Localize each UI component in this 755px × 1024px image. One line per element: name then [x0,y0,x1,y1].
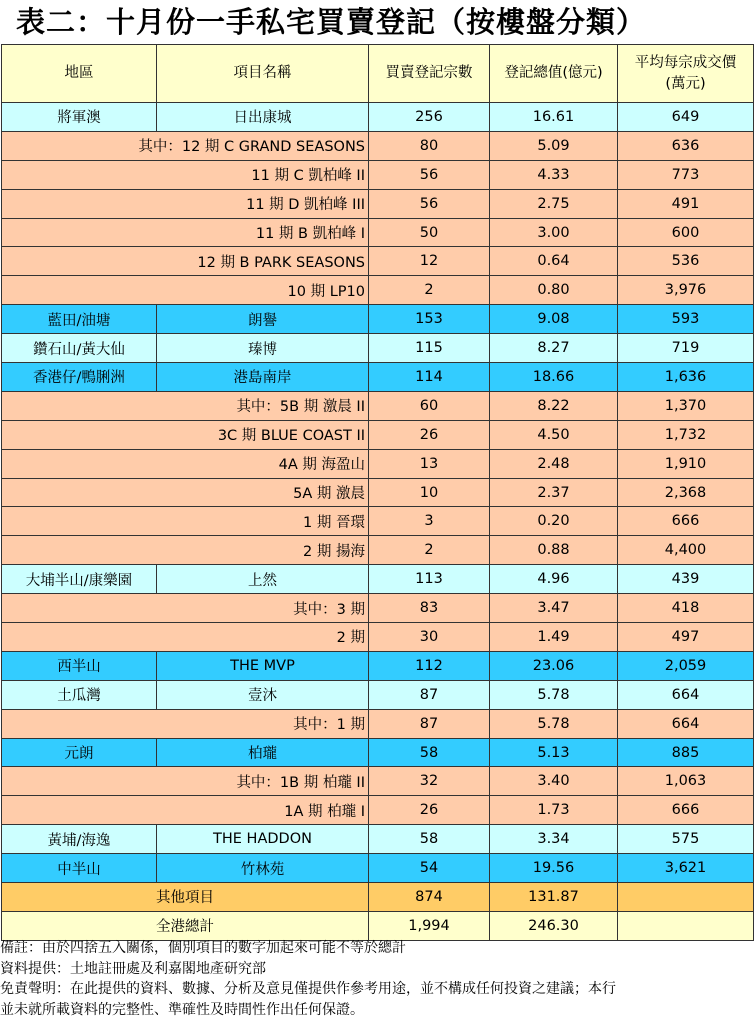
project-cell: 12 期 B PARK SEASONS [2,247,369,276]
value-cell: 23.06 [490,651,618,680]
district-cell: 元朗 [2,738,157,767]
table-row [2,160,754,189]
header-value: 登記總值(億元) [490,45,618,103]
count-cell: 3 [369,507,490,536]
table-row [2,449,754,478]
header-project: 項目名稱 [157,45,369,103]
project-cell: 壹沐 [157,680,369,709]
project-cell: 1 期 晉環 [2,507,369,536]
table-body [2,103,754,883]
avg-cell: 773 [618,160,754,189]
value-cell: 8.27 [490,334,618,363]
table-row [2,507,754,536]
value-cell: 5.78 [490,709,618,738]
value-cell: 2.75 [490,189,618,218]
avg-cell: 418 [618,594,754,623]
count-cell: 112 [369,651,490,680]
value-cell: 0.20 [490,507,618,536]
count-cell: 10 [369,478,490,507]
count-cell: 2 [369,536,490,565]
avg-cell: 491 [618,189,754,218]
count-cell: 13 [369,449,490,478]
table-row [2,391,754,420]
count-cell: 153 [369,305,490,334]
header-district: 地區 [2,45,157,103]
value-cell: 0.88 [490,536,618,565]
count-cell: 26 [369,796,490,825]
avg-cell: 719 [618,334,754,363]
project-cell: 其中：1B 期 柏瓏 II [2,767,369,796]
avg-cell: 536 [618,247,754,276]
value-cell: 5.13 [490,738,618,767]
count-cell: 256 [369,103,490,132]
table-row [2,623,754,652]
project-cell: 竹林苑 [157,854,369,883]
table-row [2,305,754,334]
table-row [2,565,754,594]
value-cell: 2.48 [490,449,618,478]
count-cell: 83 [369,594,490,623]
page-title: 表二：十月份一手私宅買賣登記（按樓盤分類） [16,5,647,39]
header-count: 買賣登記宗數 [369,45,490,103]
value-cell: 3.40 [490,767,618,796]
total-value: 246.30 [490,911,618,940]
project-cell: 3C 期 BLUE COAST II [2,420,369,449]
project-cell: 日出康城 [157,103,369,132]
district-cell: 鑽石山/黃大仙 [2,334,157,363]
project-cell: 10 期 LP10 [2,276,369,305]
table-row [2,825,754,854]
sales-table [1,44,754,941]
value-cell: 3.00 [490,218,618,247]
project-cell: 其中：5B 期 激晨 II [2,391,369,420]
table-row [2,363,754,392]
project-cell: THE MVP [157,651,369,680]
avg-cell: 2,368 [618,478,754,507]
project-cell: 2 期 揚海 [2,536,369,565]
district-cell: 大埔半山/康樂園 [2,565,157,594]
table-row [2,276,754,305]
value-cell: 5.78 [490,680,618,709]
table-row [2,478,754,507]
count-cell: 50 [369,218,490,247]
table-row [2,767,754,796]
count-cell: 60 [369,391,490,420]
project-cell: 其中：3 期 [2,594,369,623]
project-cell: 上然 [157,565,369,594]
value-cell: 18.66 [490,363,618,392]
district-cell: 黃埔/海逸 [2,825,157,854]
table-row [2,131,754,160]
project-cell: 5A 期 激晨 [2,478,369,507]
count-cell: 87 [369,709,490,738]
table-row [2,103,754,132]
value-cell: 3.47 [490,594,618,623]
value-cell: 2.37 [490,478,618,507]
project-cell: 2 期 [2,623,369,652]
count-cell: 26 [369,420,490,449]
avg-cell: 593 [618,305,754,334]
avg-cell: 666 [618,507,754,536]
avg-cell: 666 [618,796,754,825]
value-cell: 16.61 [490,103,618,132]
header-avg-line2: (萬元) [665,75,706,92]
note-source: 資料提供：土地註冊處及利嘉閣地產研究部 [0,960,266,977]
table-row [2,651,754,680]
total-row [2,911,754,940]
avg-cell: 1,063 [618,767,754,796]
avg-cell: 885 [618,738,754,767]
table-row [2,536,754,565]
value-cell: 4.50 [490,420,618,449]
avg-cell: 4,400 [618,536,754,565]
count-cell: 58 [369,825,490,854]
project-cell: 4A 期 海盈山 [2,449,369,478]
project-cell: 11 期 B 凱柏峰 I [2,218,369,247]
other-value: 131.87 [490,883,618,912]
avg-cell: 649 [618,103,754,132]
value-cell: 3.34 [490,825,618,854]
value-cell: 19.56 [490,854,618,883]
value-cell: 5.09 [490,131,618,160]
note-disclaimer: 免責聲明：在此提供的資料、數據、分析及意見僅提供作參考用途，並不構成任何投資之建議；本行 [0,981,616,997]
count-cell: 87 [369,680,490,709]
value-cell: 1.73 [490,796,618,825]
project-cell: 11 期 D 凱柏峰 III [2,189,369,218]
table-row [2,420,754,449]
note-disclaimer-cont: 並未就所載資料的完整性、準確性及時間性作出任何保證。 [0,1001,364,1018]
value-cell: 8.22 [490,391,618,420]
count-cell: 2 [369,276,490,305]
value-cell: 0.64 [490,247,618,276]
avg-cell: 575 [618,825,754,854]
header-row [2,45,754,103]
avg-cell: 664 [618,709,754,738]
other-avg-empty [618,883,754,912]
avg-cell: 1,910 [618,449,754,478]
table-row [2,796,754,825]
district-cell: 中半山 [2,854,157,883]
other-count: 874 [369,883,490,912]
project-cell: 其中：12 期 C GRAND SEASONS [2,131,369,160]
project-cell: 港島南岸 [157,363,369,392]
value-cell: 9.08 [490,305,618,334]
table-row [2,854,754,883]
table-row [2,247,754,276]
count-cell: 115 [369,334,490,363]
value-cell: 4.96 [490,565,618,594]
table-row [2,594,754,623]
avg-cell: 2,059 [618,651,754,680]
project-cell: 11 期 C 凱柏峰 II [2,160,369,189]
district-cell: 藍田/油塘 [2,305,157,334]
total-label: 全港總計 [2,911,369,940]
header-avg [618,45,754,103]
district-cell: 西半山 [2,651,157,680]
project-cell: THE HADDON [157,825,369,854]
avg-cell: 1,636 [618,363,754,392]
district-cell: 香港仔/鴨脷洲 [2,363,157,392]
other-label: 其他項目 [2,883,369,912]
footnotes [0,938,755,1020]
project-cell: 1A 期 柏瓏 I [2,796,369,825]
avg-cell: 3,976 [618,276,754,305]
avg-cell: 664 [618,680,754,709]
count-cell: 114 [369,363,490,392]
count-cell: 58 [369,738,490,767]
count-cell: 32 [369,767,490,796]
table-row [2,680,754,709]
table-row [2,709,754,738]
note-rounding: 備註：由於四捨五入關係，個別項目的數字加起來可能不等於總計 [0,940,406,956]
avg-cell: 1,732 [618,420,754,449]
project-cell: 朗譽 [157,305,369,334]
count-cell: 80 [369,131,490,160]
total-count: 1,994 [369,911,490,940]
total-avg-empty [618,911,754,940]
value-cell: 4.33 [490,160,618,189]
value-cell: 1.49 [490,623,618,652]
table-row [2,218,754,247]
avg-cell: 497 [618,623,754,652]
count-cell: 113 [369,565,490,594]
header-avg-line1: 平均每宗成交價 [634,54,737,71]
project-cell: 柏瓏 [157,738,369,767]
count-cell: 56 [369,189,490,218]
table-row [2,189,754,218]
avg-cell: 636 [618,131,754,160]
count-cell: 54 [369,854,490,883]
avg-cell: 600 [618,218,754,247]
table-row [2,334,754,363]
avg-cell: 3,621 [618,854,754,883]
avg-cell: 439 [618,565,754,594]
project-cell: 瑧博 [157,334,369,363]
count-cell: 56 [369,160,490,189]
count-cell: 30 [369,623,490,652]
district-cell: 將軍澳 [2,103,157,132]
count-cell: 12 [369,247,490,276]
avg-cell: 1,370 [618,391,754,420]
value-cell: 0.80 [490,276,618,305]
district-cell: 土瓜灣 [2,680,157,709]
other-row [2,883,754,912]
project-cell: 其中：1 期 [2,709,369,738]
table-row [2,738,754,767]
